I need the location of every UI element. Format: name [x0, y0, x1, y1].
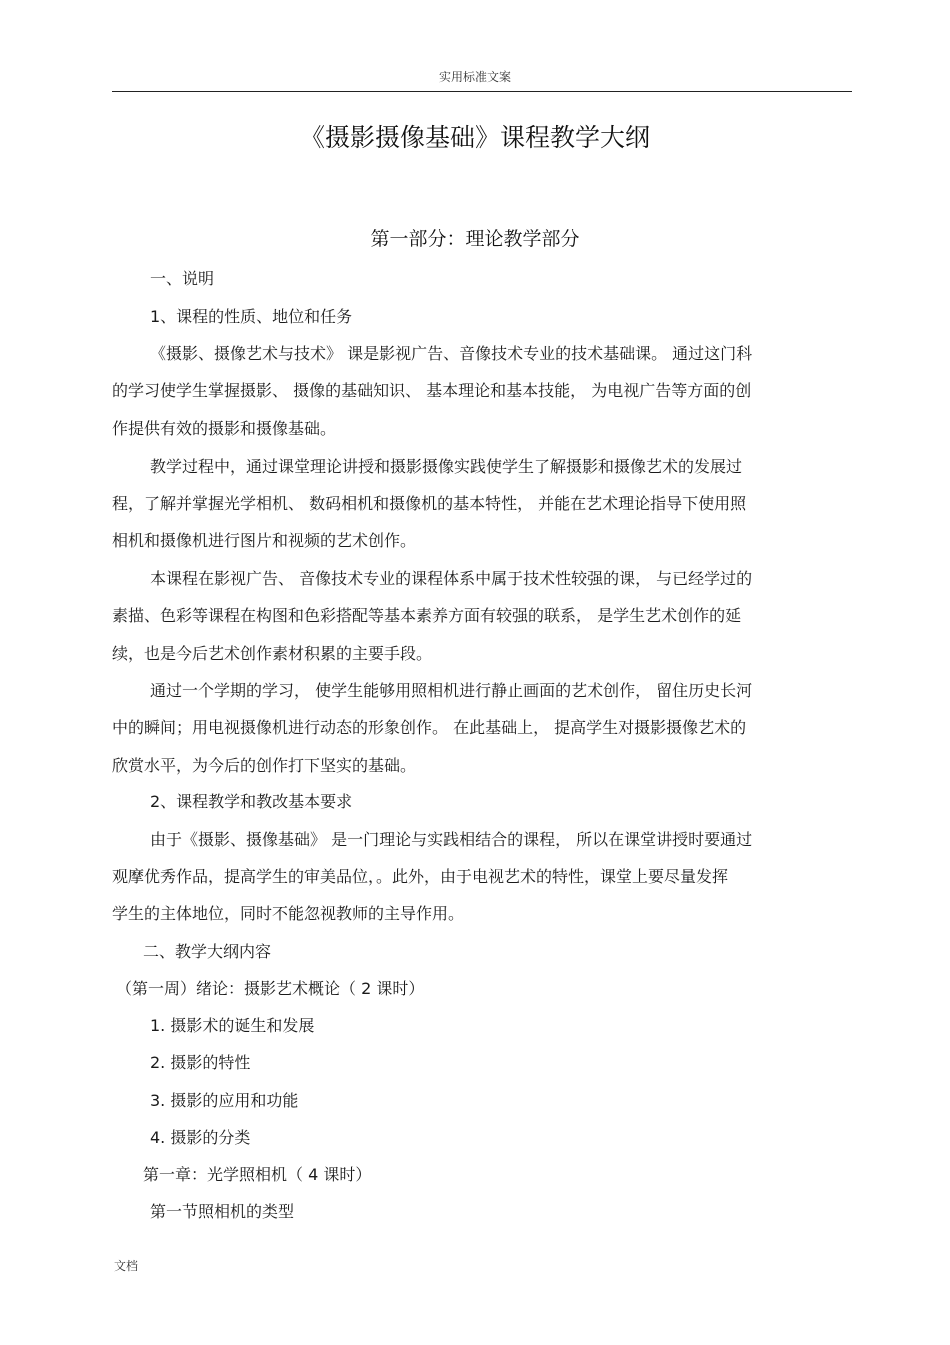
paragraph-line: 《摄影、摄像艺术与技术》 课是影视广告、音像技术专业的技术基础课。 通过这门科: [150, 344, 753, 363]
paragraph-line: 本课程在影视广告、 音像技术专业的课程体系中属于技术性较强的课， 与已经学过的: [150, 569, 753, 588]
paragraph-line: 教学过程中，通过课堂理论讲授和摄影摄像实践使学生了解摄影和摄像艺术的发展过: [150, 457, 743, 476]
paragraph-line: 程，了解并掌握光学相机、 数码相机和摄像机的基本特性， 并能在艺术理论指导下使用照: [112, 494, 747, 513]
list-item: 3. 摄影的应用和功能: [150, 1091, 299, 1110]
paragraph-line: 学生的主体地位，同时不能忽视教师的主导作用。: [112, 904, 465, 923]
paragraph-line: 中的瞬间；用电视摄像机进行动态的形象创作。 在此基础上， 提高学生对摄影摄像艺术的: [112, 718, 747, 737]
week-heading: （第一周）绪论：摄影艺术概论（ 2 课时）: [116, 979, 425, 998]
page-footer: 文档: [114, 1259, 139, 1273]
paragraph-line: 观摩优秀作品，提高学生的审美品位，。此外，由于电视艺术的特性，课堂上要尽量发挥: [112, 867, 729, 886]
list-item: 4. 摄影的分类: [150, 1128, 251, 1147]
document-title: 《摄影摄像基础》课程教学大纲: [299, 123, 650, 152]
paragraph-line: 的学习使学生掌握摄影、 摄像的基础知识、 基本理论和基本技能， 为电视广告等方面的创: [112, 381, 752, 400]
subsection-heading-nature: 1、课程的性质、地位和任务: [150, 307, 353, 326]
section-heading-outline: 二、教学大纲内容: [143, 942, 272, 961]
list-item: 1. 摄影术的诞生和发展: [150, 1016, 315, 1035]
list-item: 2. 摄影的特性: [150, 1053, 251, 1072]
chapter-heading: 第一章：光学照相机（ 4 课时）: [143, 1165, 372, 1184]
paragraph-line: 通过一个学期的学习， 使学生能够用照相机进行静止画面的艺术创作， 留住历史长河: [150, 681, 753, 700]
section-heading: 第一节照相机的类型: [150, 1202, 295, 1221]
page-header: 实用标准文案: [438, 70, 511, 84]
paragraph-line: 欣赏水平，为今后的创作打下坚实的基础。: [112, 756, 417, 775]
paragraph-line: 作提供有效的摄影和摄像基础。: [112, 419, 337, 438]
paragraph-line: 相机和摄像机进行图片和视频的艺术创作。: [112, 531, 417, 550]
part-heading: 第一部分：理论教学部分: [370, 228, 580, 250]
subsection-heading-requirements: 2、课程教学和教改基本要求: [150, 792, 353, 811]
header-divider: [112, 91, 852, 92]
paragraph-line: 由于《摄影、摄像基础》 是一门理论与实践相结合的课程， 所以在课堂讲授时要通过: [150, 830, 753, 849]
section-heading-explanation: 一、说明: [150, 269, 215, 288]
paragraph-line: 素描、色彩等课程在构图和色彩搭配等基本素养方面有较强的联系， 是学生艺术创作的延: [112, 606, 742, 625]
paragraph-line: 续，也是今后艺术创作素材积累的主要手段。: [112, 644, 433, 663]
